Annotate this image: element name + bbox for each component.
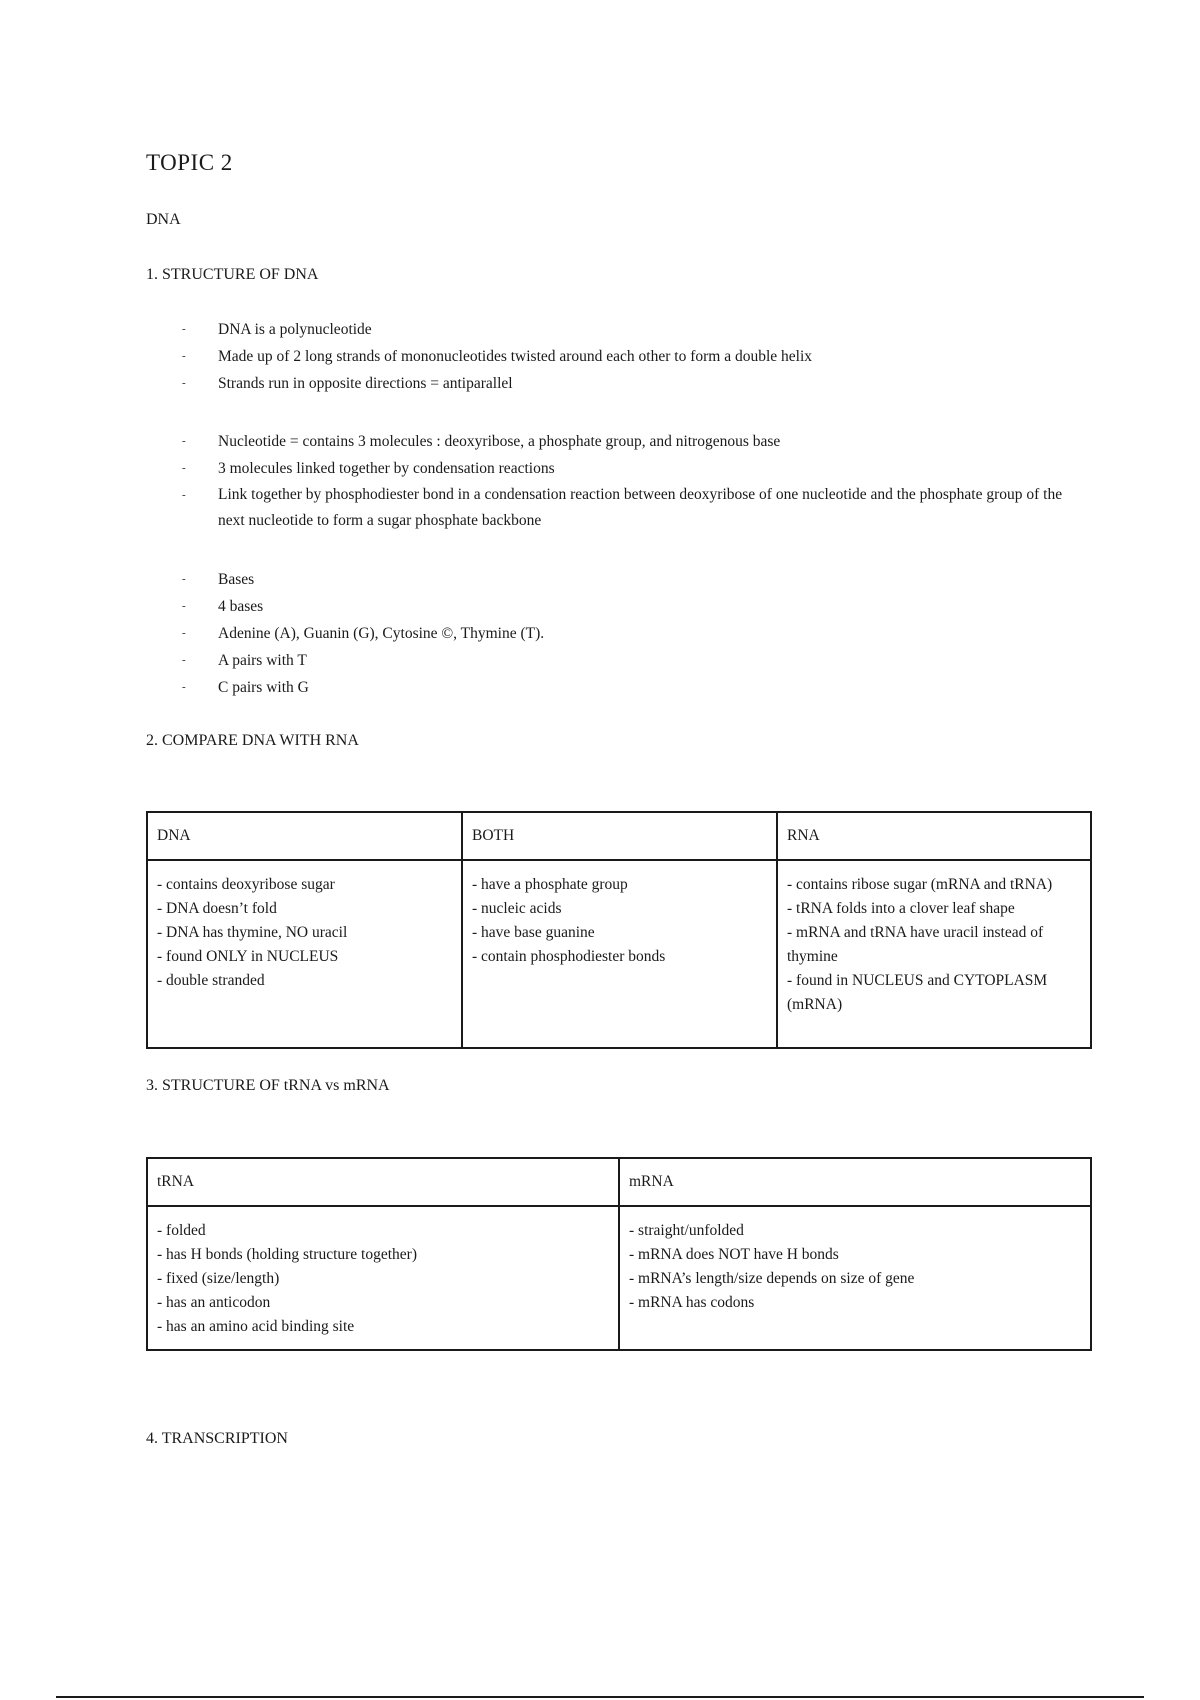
page-title: TOPIC 2 [146, 150, 233, 175]
bullet-dash: - [182, 654, 186, 666]
bullet-dash: - [182, 323, 186, 335]
trna-mrna-table [146, 1157, 1092, 1351]
bullet-dash: - [182, 573, 186, 585]
mrna-cell: - straight/unfolded - mRNA does NOT have H bonds - mRNA’s length/size depends on size of gene - mRNA has codons [619, 1206, 1091, 1350]
section-heading-transcription: 4. TRANSCRIPTION [146, 1430, 288, 1447]
list-item: - 3 molecules linked together by condensation reactions [182, 455, 1068, 482]
list-item: - Adenine (A), Guanin (G), Cytosine ©, Thymine (T). [182, 620, 1068, 647]
structure-bullets-group3 [182, 566, 1068, 701]
column-header-rna: RNA [777, 812, 1091, 860]
list-item: - Link together by phosphodiester bond in a condensation reaction between deoxyribose of one nucleotide and the phosphate group of the next nucleotide to form a sugar phosphate backbone [182, 482, 1068, 534]
rna-cell: - contains ribose sugar (mRNA and tRNA) - tRNA folds into a clover leaf shape - mRNA and tRNA have uracil instead of thymine - found in NUCLEUS and CYTOPLASM (mRNA) [777, 860, 1091, 1048]
bullet-dash: - [182, 600, 186, 612]
bullet-dash: - [182, 681, 186, 693]
structure-bullets-group1 [182, 316, 1068, 397]
list-item: - C pairs with G [182, 674, 1068, 701]
page-bottom-divider [56, 1696, 1144, 1698]
table-row [147, 860, 1091, 1048]
section-heading-structure: 1. STRUCTURE OF DNA [146, 266, 319, 283]
bullet-dash: - [182, 350, 186, 362]
table-row [147, 1206, 1091, 1350]
bullet-dash: - [182, 377, 186, 389]
list-item: - DNA is a polynucleotide [182, 316, 1068, 343]
column-header-mrna: mRNA [619, 1158, 1091, 1206]
bullet-dash: - [182, 462, 186, 474]
list-item: - Nucleotide = contains 3 molecules : deoxyribose, a phosphate group, and nitrogenous base [182, 428, 1068, 455]
bullet-dash: - [182, 489, 186, 501]
both-cell: - have a phosphate group - nucleic acids - have base guanine - contain phosphodiester bonds [462, 860, 777, 1048]
section-heading-compare: 2. COMPARE DNA WITH RNA [146, 732, 359, 749]
dna-cell: - contains deoxyribose sugar - DNA doesn’t fold - DNA has thymine, NO uracil - found ONLY in NUCLEUS - double stranded [147, 860, 462, 1048]
list-item: - 4 bases [182, 593, 1068, 620]
list-item: - Bases [182, 566, 1068, 593]
compare-table [146, 811, 1092, 1049]
list-item: - Strands run in opposite directions = antiparallel [182, 370, 1068, 397]
column-header-dna: DNA [147, 812, 462, 860]
structure-bullets-group2 [182, 428, 1068, 534]
section-heading-trna-mrna: 3. STRUCTURE OF tRNA vs mRNA [146, 1077, 390, 1094]
list-item: - Made up of 2 long strands of mononucleotides twisted around each other to form a double helix [182, 343, 1068, 370]
table-header-row [147, 1158, 1091, 1206]
column-header-trna: tRNA [147, 1158, 619, 1206]
trna-cell: - folded - has H bonds (holding structure together) - fixed (size/length) - has an anticodon - has an amino acid binding site [147, 1206, 619, 1350]
list-item: - A pairs with T [182, 647, 1068, 674]
subject-heading: DNA [146, 211, 181, 228]
column-header-both: BOTH [462, 812, 777, 860]
bullet-dash: - [182, 435, 186, 447]
bullet-dash: - [182, 627, 186, 639]
table-header-row [147, 812, 1091, 860]
